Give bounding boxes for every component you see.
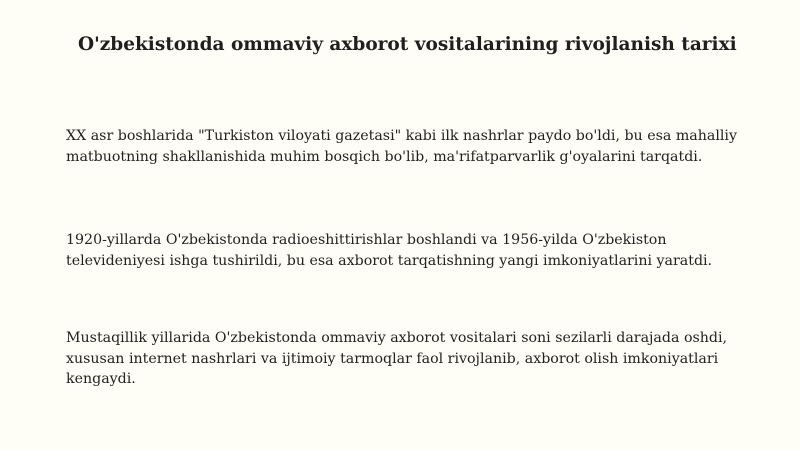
slide-title: O'zbekistonda ommaviy axborot vositalarining rivojlanish tarixi [78,34,737,55]
paragraph-radio-television: 1920-yillarda O'zbekistonda radioeshittirishlar boshlandi va 1956-yilda O'zbekiston televideniyesi ishga tushirildi, bu esa axborot tarqatishning yangi imkoniyatlarini yaratdi. [66,232,713,269]
paragraph-early-press: XX asr boshlarida "Turkiston viloyati gazetasi" kabi ilk nashrlar paydo bo'ldi, bu esa mahalliy matbuotning shakllanishida muhim bosqich bo'lib, ma'rifatparvarlik g'oyalarini tarqatdi. [66,128,737,165]
paragraph-independence-era: Mustaqillik yillarida O'zbekistonda ommaviy axborot vositalari soni sezilarli darajada oshdi, xususan internet nashrlari va ijtimoiy tarmoqlar faol rivojlanib, axborot olish imkoniyatlari kengaydi. [66,330,728,387]
